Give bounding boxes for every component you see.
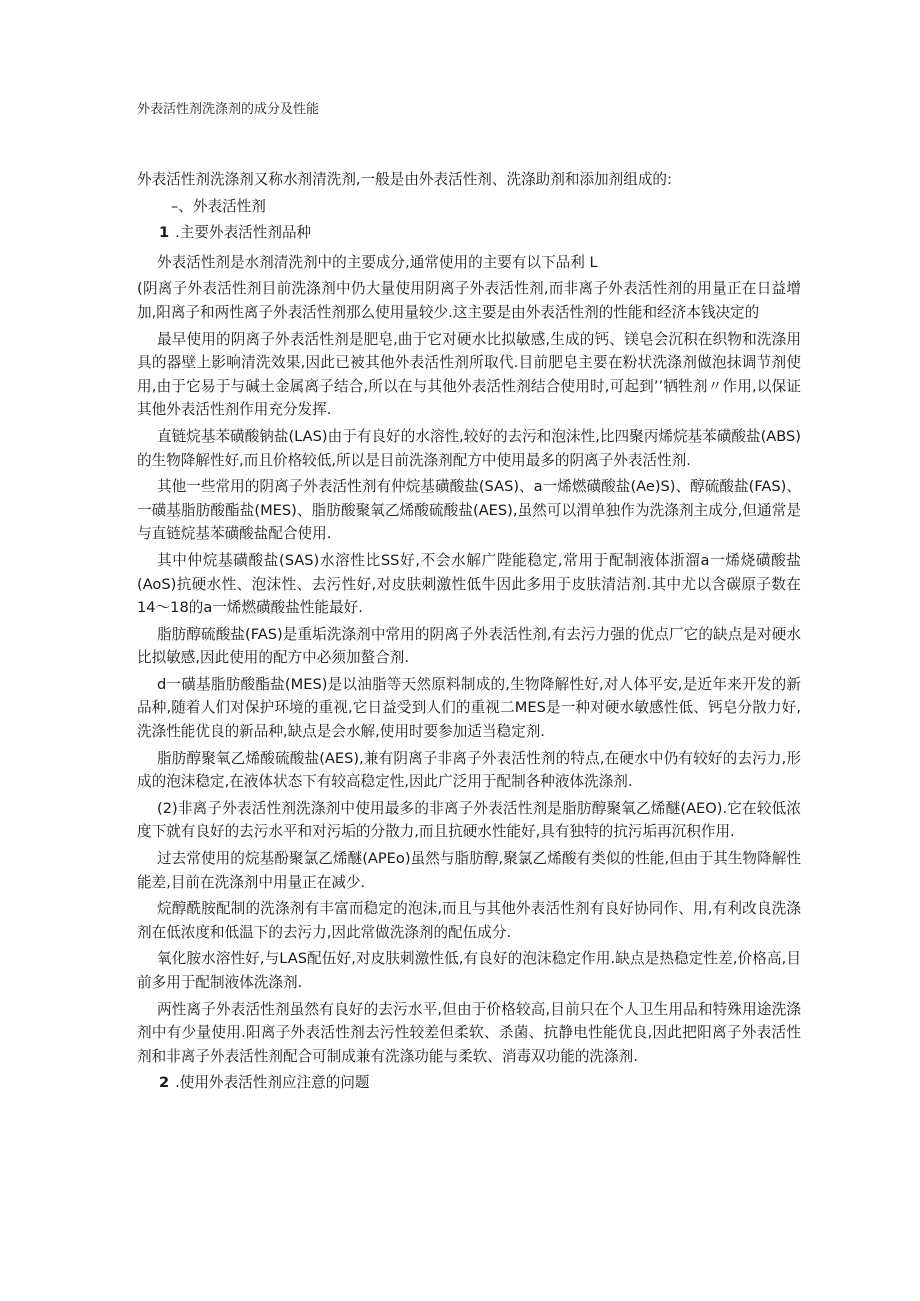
paragraph-11: 过去常使用的烷基酚聚氯乙烯醚(APEo)虽然与脂肪醇,聚氯乙烯酸有类似的性能,但由于其生物降解性能差,目前在洗涤剂中用量正在减少. — [137, 850, 801, 891]
subsection-title-2: .使用外表活性剂应注意的问题 — [175, 1074, 370, 1092]
paragraph-14: 两性离子外表活性剂虽然有良好的去污水平,但由于价格较高,目前只在个人卫生用品和特殊用途洗涤剂中有少量使用.阳离子外表活性剂去污性较差但柔软、杀菌、抗静电性能优良,因此把阳离子外表活性剂和非离子外表活性剂配合可制成兼有洗涤功能与柔软、消毒双功能的洗涤剂. — [137, 1000, 801, 1065]
paragraph-5: 其他一些常用的阴离子外表活性剂有仲烷基磺酸盐(SAS)、a一烯燃磺酸盐(Ae)S)、醇硫酸盐(FAS)、一磺基脂肪酸酯盐(MES)、脂肪酸聚氧乙烯酸硫酸盐(AES),虽然可以渭单独作为洗涤剂主成分,但通常是与直链烷基苯磺酸盐配合使用. — [137, 478, 801, 543]
paragraph-10: (2)非离子外表活性剂洗涤剂中使用最多的非离子外表活性剂是脂肪醇聚氧乙烯醚(AEO).它在较低浓度下就有良好的去污水平和对污垢的分散力,而且抗硬水性能好,具有独特的抗污垢再沉积作用. — [137, 799, 801, 841]
paragraph-6: 其中仲烷基磺酸盐(SAS)水溶性比SS好,不会水解广陛能稳定,常用于配制液体浙溜a一烯烧磺酸盐(AoS)抗硬水性、泡沫性、去污性好,对皮肤刺激性低牛因此多用于皮肤清洁剂.其中尤以含碳原子数在14〜18的a一烯燃磺酸盐性能最好. — [137, 551, 801, 617]
subsection-number-2: 2 — [159, 1074, 170, 1092]
paragraph-13: 氧化胺水溶性好,与LAS配伍好,对皮肤刺激性低,有良好的泡沫稳定作用.缺点是热稳定性差,价格高,目前多用于配制液体洗涤剂. — [137, 950, 801, 991]
section-heading-surfactants: –、外表活性剂 — [171, 197, 266, 215]
paragraph-7: 脂肪醇硫酸盐(FAS)是重垢洗涤剂中常用的阴离子外表活性剂,有去污力强的优点厂它的缺点是对硬水比拟敏感,因此使用的配方中必须加螯合剂. — [137, 625, 801, 667]
document-header-title: 外表活性剂洗涤剂的成分及性能 — [137, 102, 320, 117]
subsection-heading-2 — [137, 1071, 801, 1095]
intro-paragraph: 外表活性剂洗涤剂又称水剂清洗剂,一般是由外表活性剂、洗涤助剂和添加剂组成的: — [137, 171, 672, 188]
subsection-title-1: .主要外表活性剂品种 — [175, 224, 312, 242]
paragraph-4: 直链烷基苯磺酸钠盐(LAS)由于有良好的水溶性,较好的去污和泡沫性,比四聚丙烯烷基苯磺酸盐(ABS)的生物降解性好,而且价格较低,所以是目前洗涤剂配方中使用最多的阴离子外表活性剂. — [137, 427, 801, 469]
document-body — [137, 168, 801, 1101]
paragraph-9: 脂肪醇聚氧乙烯酸硫酸盐(AES),兼有阴离子非离子外表活性剂的特点,在硬水中仍有较好的去污力,形成的泡沫稳定,在液体状态下有较高稳定性,因此广泛用于配制各种液体洗涤剂. — [137, 749, 801, 791]
paragraph-12: 烷醇酰胺配制的洗涤剂有丰富而稳定的泡沫,而且与其他外表活性剂有良好协同作、用,有利改良洗涤剂在低浓度和低温下的去污力,因此常做洗涤剂的配伍成分. — [137, 900, 801, 941]
subsection-number-1: 1 — [159, 224, 170, 242]
subsection-heading-1 — [137, 221, 801, 245]
paragraph-2: (阴离子外表活性剂目前洗涤剂中仍大量使用阴离子外表活性剂,而非离子外表活性剂的用量正在日益增加,阳离子和两性离子外表活性剂那么使用量较少.这主要是由外表活性剂的性能和经济本钱决定的 — [137, 280, 801, 321]
paragraph-1: 外表活性剂是水剂清洗剂中的主要成分,通常使用的主要有以下品利 L — [157, 253, 598, 271]
paragraph-3: 最早使用的阴离子外表活性剂是肥皂,曲于它对硬水比拟敏感,生成的钙、镁皂会沉积在织物和洗涤用具的器壁上影响清洗效果,因此已被其他外表活性剂所取代.目前肥皂主要在粉状洗涤剂做泡抹调节剂使用,由于它易于与碱土金属离子结合,所以在与其他外表活性剂结合使用时,可起到’’牺牲剂〃作用,以保证其他外表活性剂作用充分发挥. — [137, 330, 801, 419]
paragraph-8: d一磺基脂肪酸酯盐(MES)是以油脂等天然原料制成的,生物降解性好,对人体平安,是近年来开发的新品种,随着人们对保护环境的重视,它日益受到人们的重视二MES是一种对硬水敏感性低、钙皂分散力好,洗涤性能优良的新品种,缺点是会水解,使用时要参加适当稳定剂. — [137, 675, 801, 741]
